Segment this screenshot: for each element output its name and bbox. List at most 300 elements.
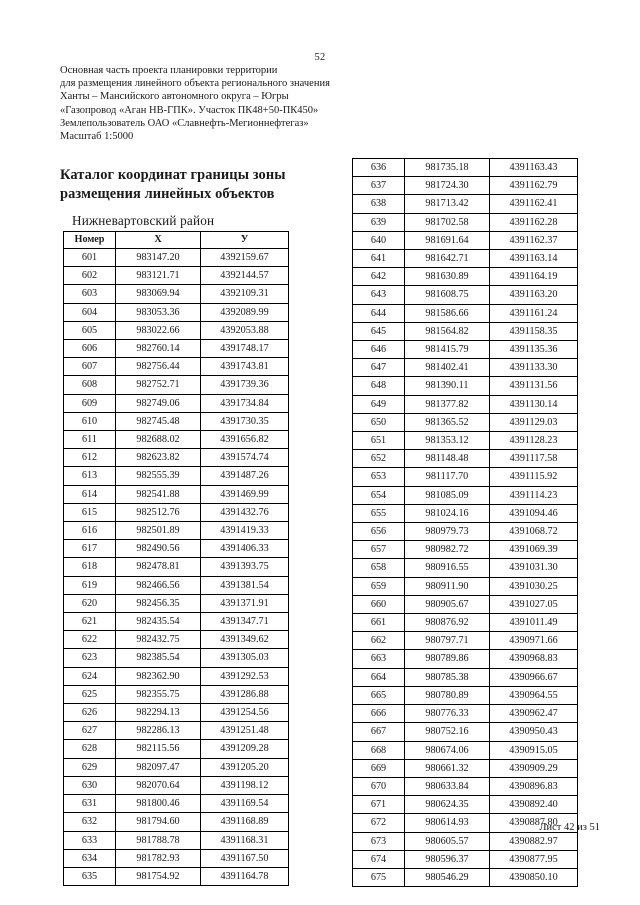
table-row (353, 177, 578, 195)
cell-x: 980752.16 (405, 723, 490, 741)
cell-y: 4390877.95 (490, 850, 578, 868)
cell-x: 980876.92 (405, 614, 490, 632)
cell-x: 981713.42 (405, 195, 490, 213)
table-header-row (64, 232, 289, 249)
page-title-line-2: размещения линейных объектов (60, 186, 275, 202)
cell-number: 605 (64, 321, 116, 339)
cell-x: 982756.44 (116, 358, 201, 376)
table-row (353, 777, 578, 795)
cell-y: 4391469.99 (201, 485, 289, 503)
cell-y: 4391162.41 (490, 195, 578, 213)
table-row (353, 832, 578, 850)
cell-x: 982501.89 (116, 522, 201, 540)
cell-y: 4391349.62 (201, 631, 289, 649)
table-row (353, 850, 578, 868)
cell-x: 981642.71 (405, 250, 490, 268)
cell-number: 653 (353, 468, 405, 486)
cell-x: 981608.75 (405, 286, 490, 304)
cell-x: 981702.58 (405, 213, 490, 231)
table-row (353, 523, 578, 541)
cell-x: 982688.02 (116, 431, 201, 449)
cell-number: 633 (64, 831, 116, 849)
cell-number: 644 (353, 304, 405, 322)
cell-y: 4391163.43 (490, 159, 578, 177)
cell-number: 671 (353, 796, 405, 814)
region-subtitle: Нижневартовский район (72, 213, 215, 228)
cell-y: 4391114.23 (490, 486, 578, 504)
cell-number: 646 (353, 341, 405, 359)
table-row (353, 432, 578, 450)
cell-x: 983022.66 (116, 321, 201, 339)
table-row (64, 540, 289, 558)
cell-number: 628 (64, 740, 116, 758)
cell-number: 674 (353, 850, 405, 868)
table-row (353, 759, 578, 777)
cell-number: 607 (64, 358, 116, 376)
table-row (64, 321, 289, 339)
cell-x: 983053.36 (116, 303, 201, 321)
coordinates-table-right (352, 158, 578, 887)
table-row (353, 322, 578, 340)
table-row (64, 522, 289, 540)
cell-y: 4391656.82 (201, 431, 289, 449)
cell-y: 4391739.36 (201, 376, 289, 394)
cell-x: 982294.13 (116, 704, 201, 722)
cell-number: 672 (353, 814, 405, 832)
cell-number: 643 (353, 286, 405, 304)
cell-x: 981800.46 (116, 795, 201, 813)
cell-y: 4392109.31 (201, 285, 289, 303)
sheet-footer: Лист 42 из 51 (539, 822, 600, 833)
cell-number: 670 (353, 777, 405, 795)
cell-y: 4391135.36 (490, 341, 578, 359)
cell-x: 981564.82 (405, 322, 490, 340)
cell-number: 614 (64, 485, 116, 503)
cell-y: 4391163.20 (490, 286, 578, 304)
cell-y: 4392144.57 (201, 267, 289, 285)
cell-x: 982115.56 (116, 740, 201, 758)
cell-y: 4391167.50 (201, 849, 289, 867)
table-row (64, 867, 289, 885)
table-row (353, 195, 578, 213)
table-row (64, 358, 289, 376)
cell-number: 636 (353, 159, 405, 177)
table-row (353, 559, 578, 577)
cell-y: 4391163.14 (490, 250, 578, 268)
table-row (64, 558, 289, 576)
cell-y: 4391381.54 (201, 576, 289, 594)
cell-x: 983147.20 (116, 249, 201, 267)
table-row (64, 249, 289, 267)
cell-y: 4391030.25 (490, 577, 578, 595)
table-row (353, 377, 578, 395)
cell-y: 4391115.92 (490, 468, 578, 486)
cell-x: 980979.73 (405, 523, 490, 541)
table-row (64, 485, 289, 503)
table-row (64, 776, 289, 794)
coordinates-table-left (63, 231, 289, 886)
column-header-y: У (201, 232, 289, 249)
cell-number: 602 (64, 267, 116, 285)
cell-y: 4391292.53 (201, 667, 289, 685)
cell-y: 4390950.43 (490, 723, 578, 741)
table-row (353, 741, 578, 759)
table-row (353, 668, 578, 686)
cell-number: 618 (64, 558, 116, 576)
cell-y: 4391164.78 (201, 867, 289, 885)
table-row (353, 686, 578, 704)
table-row (64, 303, 289, 321)
document-header-block (60, 64, 520, 143)
cell-y: 4391198.12 (201, 776, 289, 794)
cell-number: 656 (353, 523, 405, 541)
cell-number: 609 (64, 394, 116, 412)
cell-x: 981365.52 (405, 413, 490, 431)
cell-y: 4391432.76 (201, 503, 289, 521)
cell-x: 981024.16 (405, 504, 490, 522)
cell-y: 4391011.49 (490, 614, 578, 632)
table-row (64, 503, 289, 521)
cell-x: 983121.71 (116, 267, 201, 285)
cell-number: 668 (353, 741, 405, 759)
cell-x: 980605.57 (405, 832, 490, 850)
cell-y: 4391169.54 (201, 795, 289, 813)
table-row (64, 340, 289, 358)
cell-number: 611 (64, 431, 116, 449)
cell-x: 981691.64 (405, 231, 490, 249)
cell-number: 649 (353, 395, 405, 413)
cell-y: 4391130.14 (490, 395, 578, 413)
cell-y: 4391094.46 (490, 504, 578, 522)
table-row (64, 267, 289, 285)
cell-x: 982752.71 (116, 376, 201, 394)
cell-number: 659 (353, 577, 405, 595)
table-row (64, 813, 289, 831)
cell-y: 4390882.97 (490, 832, 578, 850)
cell-x: 982286.13 (116, 722, 201, 740)
cell-number: 660 (353, 595, 405, 613)
page-title (60, 166, 330, 204)
column-header-x: X (116, 232, 201, 249)
cell-y: 4391393.75 (201, 558, 289, 576)
cell-y: 4390896.83 (490, 777, 578, 795)
cell-number: 638 (353, 195, 405, 213)
cell-y: 4391117.58 (490, 450, 578, 468)
table-row (353, 705, 578, 723)
cell-number: 622 (64, 631, 116, 649)
cell-x: 982512.76 (116, 503, 201, 521)
cell-number: 610 (64, 412, 116, 430)
cell-y: 4392089.99 (201, 303, 289, 321)
cell-x: 981754.92 (116, 867, 201, 885)
cell-y: 4391305.03 (201, 649, 289, 667)
cell-x: 981377.82 (405, 395, 490, 413)
table-row (353, 650, 578, 668)
table-row (64, 722, 289, 740)
table-body-right (353, 159, 578, 887)
table-row (64, 667, 289, 685)
cell-number: 639 (353, 213, 405, 231)
cell-number: 621 (64, 613, 116, 631)
cell-number: 663 (353, 650, 405, 668)
cell-y: 4391347.71 (201, 613, 289, 631)
table-row (353, 486, 578, 504)
cell-y: 4391286.88 (201, 685, 289, 703)
table-row (353, 796, 578, 814)
cell-x: 981148.48 (405, 450, 490, 468)
cell-number: 625 (64, 685, 116, 703)
column-header-number: Номер (64, 232, 116, 249)
cell-x: 982466.56 (116, 576, 201, 594)
cell-y: 4391133.30 (490, 359, 578, 377)
table-row (353, 268, 578, 286)
cell-number: 645 (353, 322, 405, 340)
header-line-4: «Газопровод «Аган НВ-ГПК». Участок ПК48+50-ПК450» (60, 104, 319, 116)
cell-y: 4391371.91 (201, 594, 289, 612)
cell-y: 4391487.26 (201, 467, 289, 485)
cell-y: 4392053.88 (201, 321, 289, 339)
cell-y: 4391730.35 (201, 412, 289, 430)
cell-x: 980905.67 (405, 595, 490, 613)
table-row (353, 868, 578, 886)
cell-number: 648 (353, 377, 405, 395)
cell-x: 982432.75 (116, 631, 201, 649)
cell-number: 655 (353, 504, 405, 522)
cell-x: 982456.35 (116, 594, 201, 612)
cell-x: 981724.30 (405, 177, 490, 195)
cell-number: 637 (353, 177, 405, 195)
cell-y: 4390968.83 (490, 650, 578, 668)
cell-x: 980785.38 (405, 668, 490, 686)
cell-x: 982362.90 (116, 667, 201, 685)
table-row (64, 431, 289, 449)
cell-number: 620 (64, 594, 116, 612)
header-line-5: Землепользователь ОАО «Славнефть-Мегионнефтегаз» (60, 117, 309, 129)
cell-number: 634 (64, 849, 116, 867)
cell-x: 981782.93 (116, 849, 201, 867)
cell-x: 980546.29 (405, 868, 490, 886)
cell-x: 983069.94 (116, 285, 201, 303)
table-row (64, 849, 289, 867)
table-row (64, 594, 289, 612)
cell-y: 4390962.47 (490, 705, 578, 723)
table-row (64, 394, 289, 412)
table-row (353, 577, 578, 595)
cell-x: 982490.56 (116, 540, 201, 558)
cell-x: 980789.86 (405, 650, 490, 668)
cell-y: 4391068.72 (490, 523, 578, 541)
cell-y: 4391162.28 (490, 213, 578, 231)
page-number: 52 (314, 52, 326, 63)
table-row (353, 595, 578, 613)
cell-number: 667 (353, 723, 405, 741)
table-row (64, 758, 289, 776)
cell-number: 630 (64, 776, 116, 794)
table-row (353, 632, 578, 650)
cell-x: 980916.55 (405, 559, 490, 577)
cell-x: 981788.78 (116, 831, 201, 849)
cell-x: 981415.79 (405, 341, 490, 359)
cell-number: 652 (353, 450, 405, 468)
cell-y: 4390971.66 (490, 632, 578, 650)
cell-y: 4390892.40 (490, 796, 578, 814)
table-row (353, 286, 578, 304)
cell-x: 981586.66 (405, 304, 490, 322)
cell-number: 665 (353, 686, 405, 704)
cell-y: 4391162.37 (490, 231, 578, 249)
cell-x: 980624.35 (405, 796, 490, 814)
cell-x: 980776.33 (405, 705, 490, 723)
cell-x: 980911.90 (405, 577, 490, 595)
table-row (64, 285, 289, 303)
cell-number: 603 (64, 285, 116, 303)
table-row (353, 341, 578, 359)
cell-y: 4391168.31 (201, 831, 289, 849)
table-row (64, 740, 289, 758)
table-row (64, 449, 289, 467)
cell-x: 980633.84 (405, 777, 490, 795)
cell-y: 4391158.35 (490, 322, 578, 340)
cell-y: 4392159.67 (201, 249, 289, 267)
cell-number: 631 (64, 795, 116, 813)
cell-number: 669 (353, 759, 405, 777)
cell-number: 661 (353, 614, 405, 632)
table-row (353, 159, 578, 177)
cell-number: 601 (64, 249, 116, 267)
cell-number: 651 (353, 432, 405, 450)
cell-x: 982385.54 (116, 649, 201, 667)
cell-y: 4391574.74 (201, 449, 289, 467)
cell-number: 616 (64, 522, 116, 540)
table-row (64, 467, 289, 485)
cell-number: 654 (353, 486, 405, 504)
table-row (353, 395, 578, 413)
cell-x: 980780.89 (405, 686, 490, 704)
table-body-left (64, 249, 289, 886)
cell-x: 982749.06 (116, 394, 201, 412)
cell-number: 675 (353, 868, 405, 886)
cell-y: 4391419.33 (201, 522, 289, 540)
cell-y: 4390909.29 (490, 759, 578, 777)
table-row (64, 685, 289, 703)
cell-y: 4390966.67 (490, 668, 578, 686)
cell-y: 4391406.33 (201, 540, 289, 558)
cell-y: 4391748.17 (201, 340, 289, 358)
cell-y: 4391251.48 (201, 722, 289, 740)
cell-number: 604 (64, 303, 116, 321)
page-title-line-1: Каталог координат границы зоны (60, 167, 286, 183)
cell-number: 642 (353, 268, 405, 286)
table-row (353, 541, 578, 559)
cell-y: 4391164.19 (490, 268, 578, 286)
cell-y: 4391031.30 (490, 559, 578, 577)
cell-x: 982760.14 (116, 340, 201, 358)
cell-x: 982435.54 (116, 613, 201, 631)
table-row (353, 450, 578, 468)
cell-x: 982555.39 (116, 467, 201, 485)
cell-x: 980674.06 (405, 741, 490, 759)
cell-number: 626 (64, 704, 116, 722)
cell-x: 981630.89 (405, 268, 490, 286)
cell-number: 662 (353, 632, 405, 650)
cell-x: 980614.93 (405, 814, 490, 832)
cell-x: 982070.64 (116, 776, 201, 794)
cell-number: 623 (64, 649, 116, 667)
cell-number: 608 (64, 376, 116, 394)
cell-y: 4390887.80 (490, 814, 578, 832)
cell-number: 617 (64, 540, 116, 558)
cell-number: 612 (64, 449, 116, 467)
cell-number: 664 (353, 668, 405, 686)
cell-x: 981402.41 (405, 359, 490, 377)
cell-y: 4391743.81 (201, 358, 289, 376)
table-row (353, 250, 578, 268)
header-line-3: Ханты – Мансийского автономного округа – Югры (60, 91, 289, 103)
table-row (64, 412, 289, 430)
cell-number: 619 (64, 576, 116, 594)
cell-number: 650 (353, 413, 405, 431)
cell-y: 4391069.39 (490, 541, 578, 559)
cell-x: 981390.11 (405, 377, 490, 395)
cell-number: 673 (353, 832, 405, 850)
cell-x: 982097.47 (116, 758, 201, 776)
table-row (353, 468, 578, 486)
cell-x: 980661.32 (405, 759, 490, 777)
table-row (353, 413, 578, 431)
cell-number: 613 (64, 467, 116, 485)
cell-y: 4391027.05 (490, 595, 578, 613)
cell-number: 629 (64, 758, 116, 776)
table-row (64, 831, 289, 849)
cell-x: 980982.72 (405, 541, 490, 559)
table-row (64, 376, 289, 394)
table-row (64, 704, 289, 722)
cell-x: 982541.88 (116, 485, 201, 503)
header-line-2: для размещения линейного объекта регионального значения (60, 78, 330, 90)
cell-number: 632 (64, 813, 116, 831)
cell-y: 4391131.56 (490, 377, 578, 395)
cell-x: 982623.82 (116, 449, 201, 467)
cell-y: 4391129.03 (490, 413, 578, 431)
header-line-6-scale: Масштаб 1:5000 (60, 131, 134, 143)
cell-x: 982745.48 (116, 412, 201, 430)
table-row (353, 304, 578, 322)
cell-y: 4391205.20 (201, 758, 289, 776)
table-row (353, 231, 578, 249)
cell-number: 641 (353, 250, 405, 268)
cell-number: 627 (64, 722, 116, 740)
cell-number: 657 (353, 541, 405, 559)
table-row (64, 613, 289, 631)
table-row (353, 614, 578, 632)
table-row (64, 631, 289, 649)
table-row (353, 504, 578, 522)
table-row (353, 723, 578, 741)
table-row (64, 795, 289, 813)
cell-y: 4391209.28 (201, 740, 289, 758)
cell-y: 4391161.24 (490, 304, 578, 322)
cell-number: 635 (64, 867, 116, 885)
table-row (353, 213, 578, 231)
cell-x: 981794.60 (116, 813, 201, 831)
cell-y: 4390915.05 (490, 741, 578, 759)
cell-y: 4390964.55 (490, 686, 578, 704)
cell-x: 980596.37 (405, 850, 490, 868)
cell-x: 981353.12 (405, 432, 490, 450)
cell-number: 666 (353, 705, 405, 723)
cell-x: 981117.70 (405, 468, 490, 486)
cell-x: 980797.71 (405, 632, 490, 650)
